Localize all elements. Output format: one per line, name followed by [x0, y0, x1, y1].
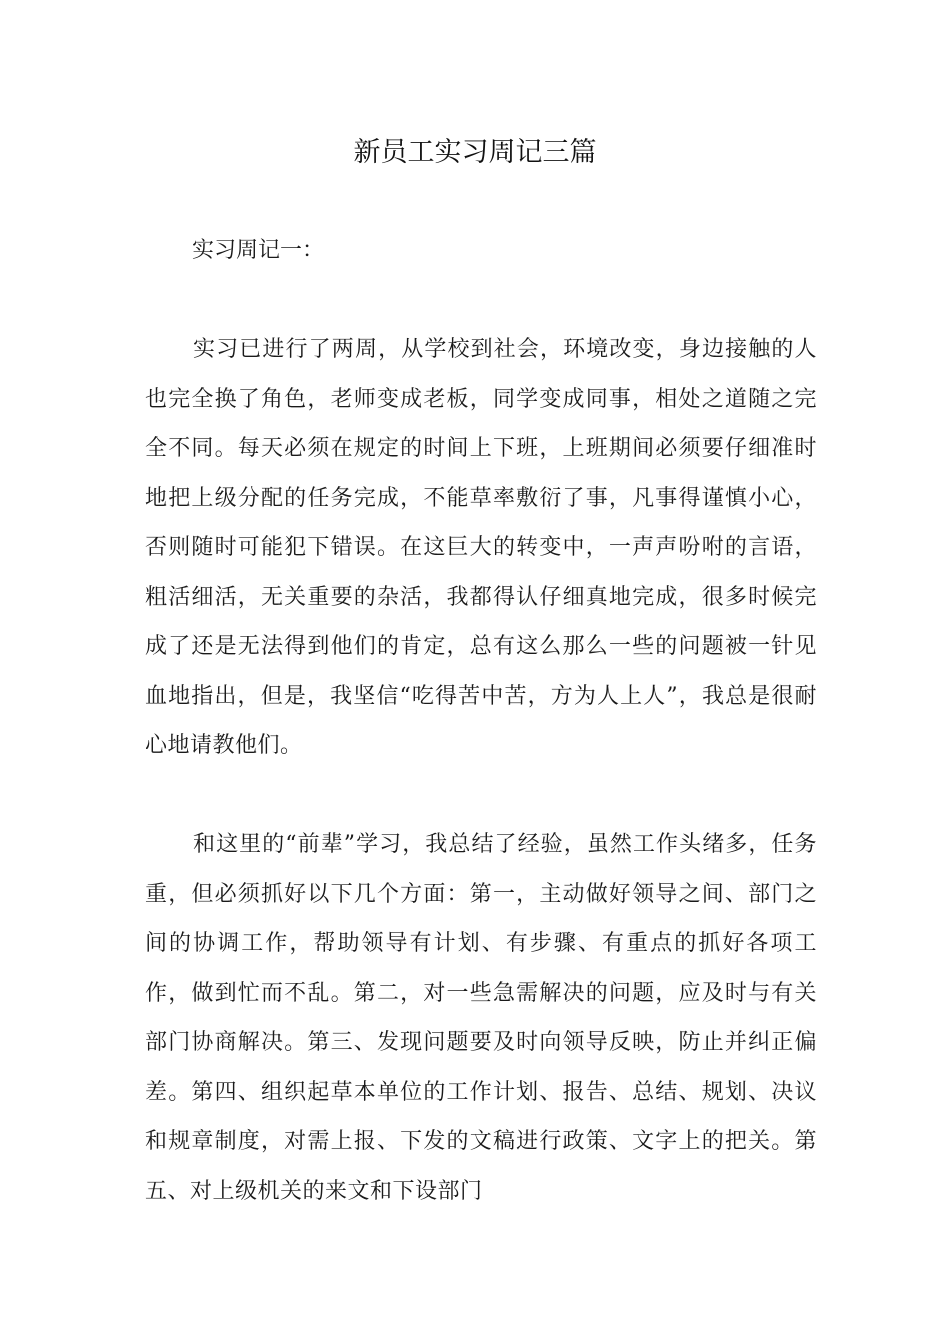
document-title: 新员工实习周记三篇: [353, 137, 597, 168]
section-heading: 实习周记一：: [192, 238, 325, 263]
paragraph-2: 和这里的“前辈”学习，我总结了经验，虽然工作头绪多，任务重，但必须抓好以下几个方面：第一，主动做好领导之间、部门之间的协调工作，帮助领导有计划、有步骤、有重点的抓好各项工作，做到忙而不乱。第二，对一些急需解决的问题，应及时与有关部门协商解决。第三、发现问题要及时向领导反映，防止并纠正偏差。第四、组织起草本单位的工作计划、报告、总结、规划、决议和规章制度，对需上报、下发的文稿进行政策、文字上的把关。第五、对上级机关的来文和下设部门: [145, 832, 817, 1204]
paragraph-1: 实习已进行了两周，从学校到社会，环境改变，身边接触的人也完全换了角色，老师变成老板，同学变成同事，相处之道随之完全不同。每天必须在规定的时间上下班，上班期间必须要仔细准时地把上级分配的任务完成，不能草率敷衍了事，凡事得谨慎小心，否则随时可能犯下错误。在这巨大的转变中，一声声吩咐的言语，粗活细活，无关重要的杂活，我都得认仔细真地完成，很多时候完成了还是无法得到他们的肯定，总有这么那么一些的问题被一针见血地指出，但是，我坚信“吃得苦中苦，方为人上人”，我总是很耐心地请教他们。: [145, 337, 817, 758]
